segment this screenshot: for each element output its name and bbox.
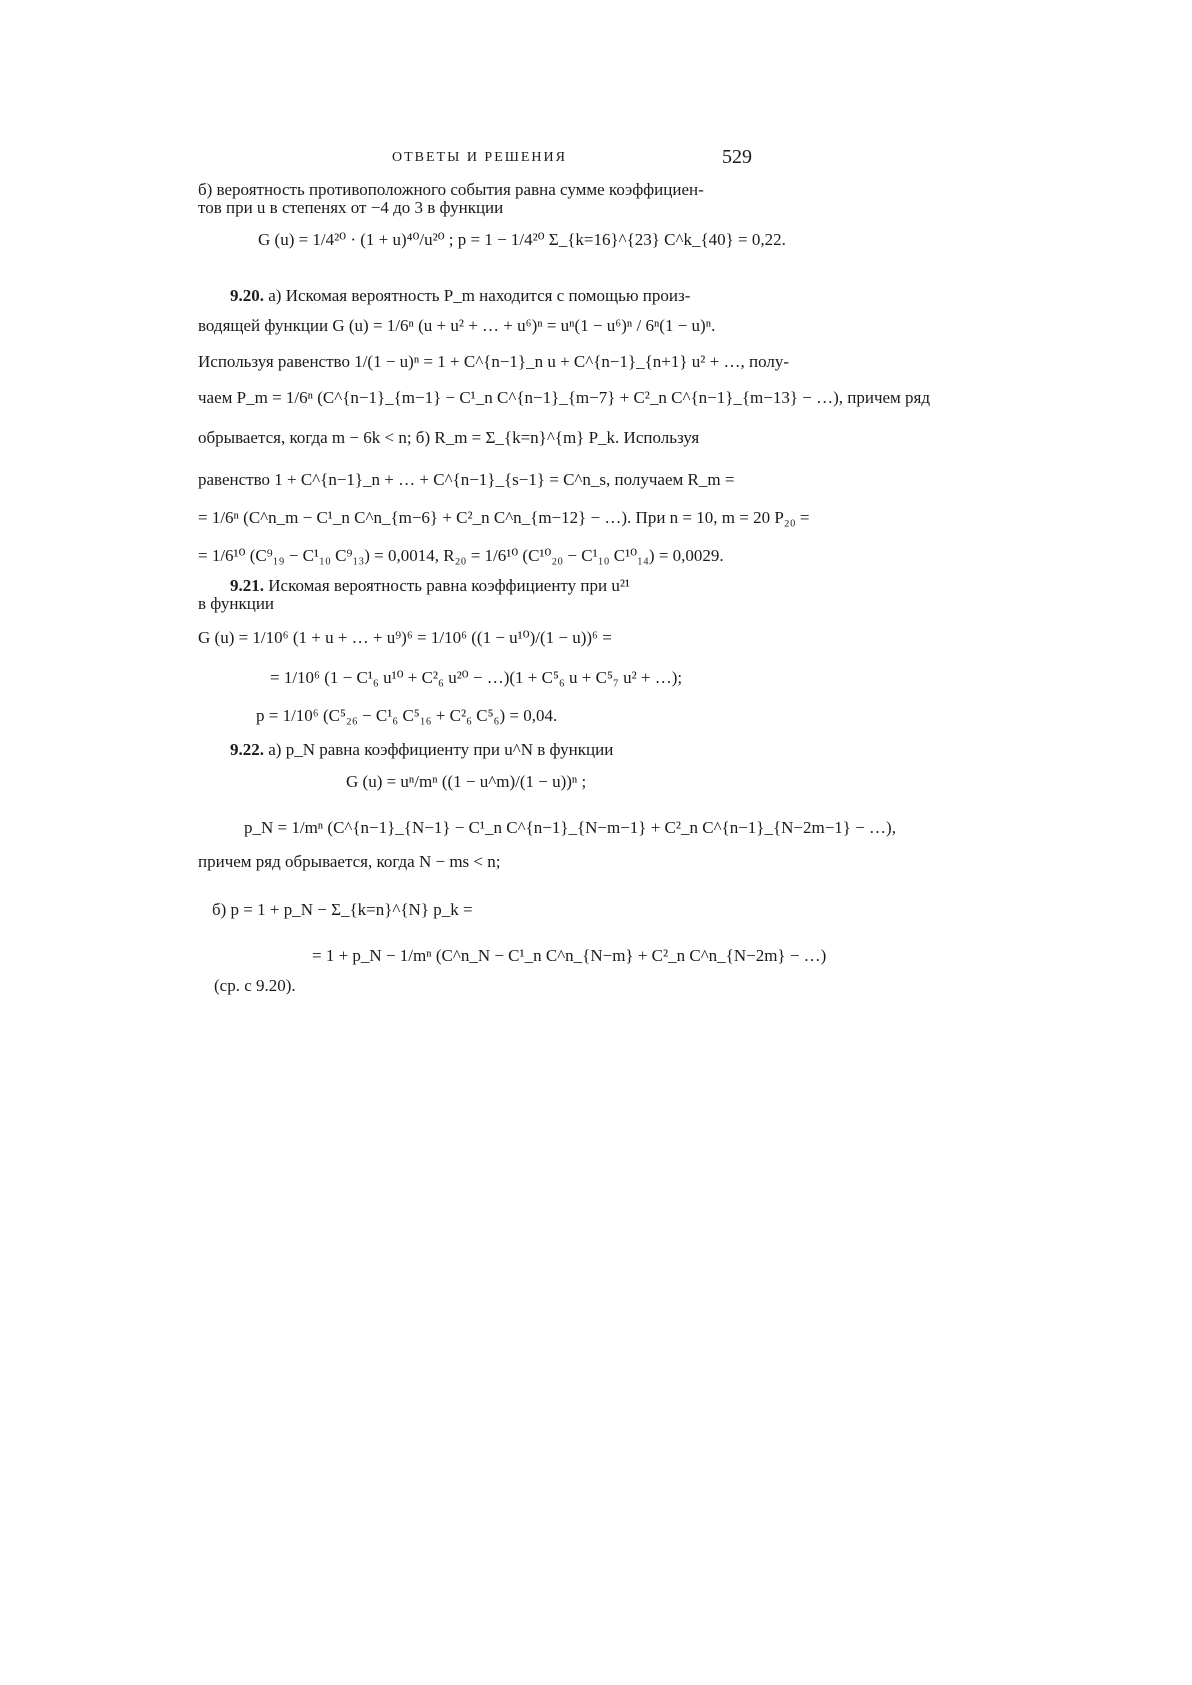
text-line-l1: б) вероятность противоположного события равна сумме коэффициен-	[198, 180, 704, 199]
formula-f6: p_N = 1/mⁿ (C^{n−1}_{N−1} − C¹_n C^{n−1}_{N−m−1} + C²_n C^{n−1}_{N−2m−1} − …),	[244, 818, 896, 837]
formula-f2: G (u) = 1/10⁶ (1 + u + … + u⁹)⁶ = 1/10⁶ ((1 − u¹⁰)/(1 − u))⁶ =	[198, 628, 612, 647]
text-line-p920f: равенство 1 + C^{n−1}_n + … + C^{n−1}_{s−1} = C^n_s, получаем R_m =	[198, 470, 735, 489]
problem-number-9-21: 9.21.	[230, 576, 264, 595]
text-line-p920h: = 1/6¹⁰ (C⁹₁₉ − C¹₁₀ C⁹₁₃) = 0,0014, R₂₀ = 1/6¹⁰ (C¹⁰₂₀ − C¹₁₀ C¹⁰₁₄) = 0,0029.	[198, 546, 724, 565]
text-line-ref: (ср. с 9.20).	[214, 976, 296, 995]
formula-f5: G (u) = uⁿ/mⁿ ((1 − u^m)/(1 − u))ⁿ ;	[346, 772, 587, 791]
formula-f1: G (u) = 1/4²⁰ · (1 + u)⁴⁰/u²⁰ ; p = 1 − 1/4²⁰ Σ_{k=16}^{23} C^k_{40} = 0,22.	[258, 230, 786, 249]
text-line-p922b: причем ряд обрывается, когда N − ms < n;	[198, 852, 501, 871]
text-line-p920g: = 1/6ⁿ (C^n_m − C¹_n C^n_{m−6} + C²_n C^n_{m−12} − …). При n = 10, m = 20 P₂₀ =	[198, 508, 810, 527]
problem-9-21-text-a: Искомая вероятность равна коэффициенту при u²¹	[268, 576, 631, 595]
problem-number-9-22: 9.22.	[230, 740, 264, 759]
problem-9-22-line-a	[230, 740, 613, 760]
formula-f3: = 1/10⁶ (1 − C¹₆ u¹⁰ + C²₆ u²⁰ − …)(1 + C⁵₆ u + C⁵₇ u² + …);	[270, 668, 683, 687]
problem-number-9-20: 9.20.	[230, 286, 264, 305]
running-head: ОТВЕТЫ И РЕШЕНИЯ	[392, 150, 567, 165]
text-line-p920e: обрывается, когда m − 6k < n; б) R_m = Σ_{k=n}^{m} P_k. Используя	[198, 428, 700, 447]
problem-9-20-text-a: а) Искомая вероятность P_m находится с помощью произ-	[268, 286, 691, 305]
text-line-p920d: чаем P_m = 1/6ⁿ (C^{n−1}_{m−1} − C¹_n C^{n−1}_{m−7} + C²_n C^{n−1}_{m−13} − …), причем ряд	[198, 388, 931, 407]
text-line-p920c: Используя равенство 1/(1 − u)ⁿ = 1 + C^{n−1}_n u + C^{n−1}_{n+1} u² + …, полу-	[198, 352, 789, 371]
formula-f7: б) p = 1 + p_N − Σ_{k=n}^{N} p_k =	[212, 900, 473, 919]
page-number: 529	[722, 146, 752, 168]
text-line-p921b: в функции	[198, 594, 275, 613]
problem-9-21-line-a	[230, 576, 630, 596]
text-line-p920b: водящей функции G (u) = 1/6ⁿ (u + u² + … + u⁶)ⁿ = uⁿ(1 − u⁶)ⁿ / 6ⁿ(1 − u)ⁿ.	[198, 316, 716, 335]
formula-f8: = 1 + p_N − 1/mⁿ (C^n_N − C¹_n C^n_{N−m} + C²_n C^n_{N−2m} − …)	[312, 946, 827, 965]
problem-9-20-line-a	[230, 286, 690, 306]
formula-f4: p = 1/10⁶ (C⁵₂₆ − C¹₆ C⁵₁₆ + C²₆ C⁵₆) = 0,04.	[256, 706, 558, 725]
problem-9-22-text-a: а) p_N равна коэффициенту при u^N в функции	[268, 740, 614, 759]
text-line-l2: тов при u в степенях от −4 до 3 в функции	[198, 198, 504, 217]
